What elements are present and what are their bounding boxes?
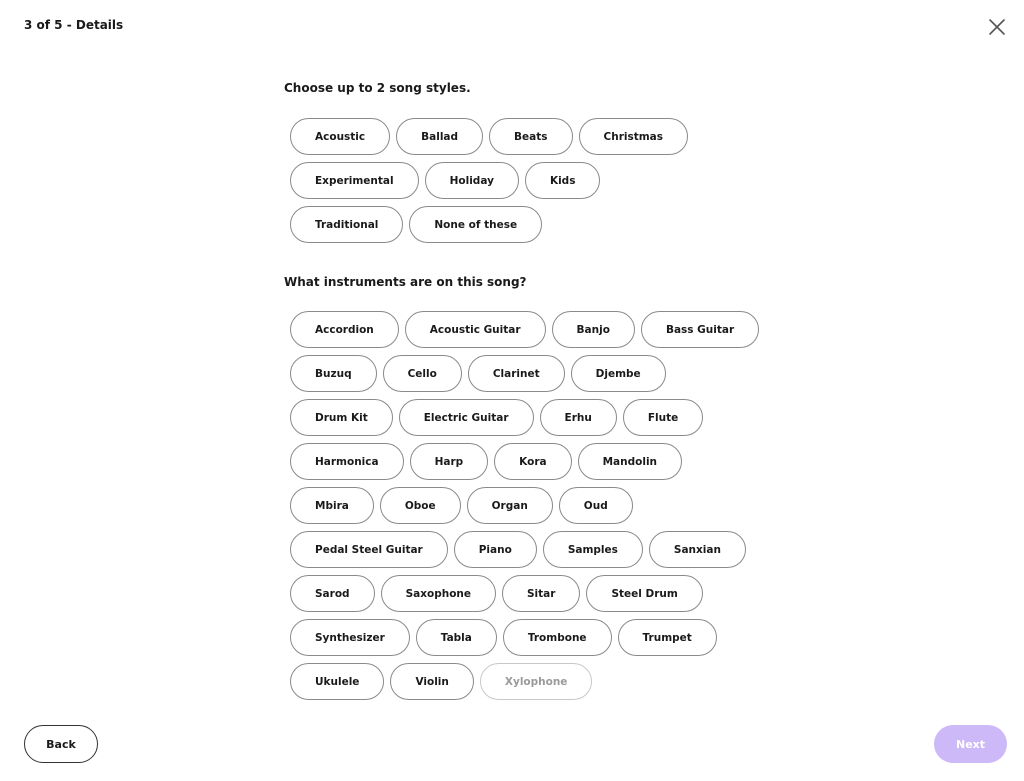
style-chip-holiday[interactable]: Holiday xyxy=(425,162,519,199)
instrument-chip-organ[interactable]: Organ xyxy=(467,487,553,524)
next-button[interactable]: Next xyxy=(934,725,1007,763)
instrument-options xyxy=(290,311,760,700)
back-button[interactable]: Back xyxy=(24,725,98,763)
instrument-chip-piano[interactable]: Piano xyxy=(454,531,537,568)
style-chip-ballad[interactable]: Ballad xyxy=(396,118,483,155)
instrument-chip-mbira[interactable]: Mbira xyxy=(290,487,374,524)
instrument-chip-kora[interactable]: Kora xyxy=(494,443,571,480)
style-chip-none-of-these[interactable]: None of these xyxy=(409,206,542,243)
style-chip-beats[interactable]: Beats xyxy=(489,118,572,155)
instrument-chip-mandolin[interactable]: Mandolin xyxy=(578,443,682,480)
instrument-chip-oboe[interactable]: Oboe xyxy=(380,487,461,524)
instrument-chip-drum-kit[interactable]: Drum Kit xyxy=(290,399,393,436)
instrument-chip-ukulele[interactable]: Ukulele xyxy=(290,663,384,700)
instrument-chip-trombone[interactable]: Trombone xyxy=(503,619,612,656)
styles-options xyxy=(290,118,710,243)
instruments-question: What instruments are on this song? xyxy=(284,275,527,289)
close-button[interactable] xyxy=(986,16,1008,38)
form-content xyxy=(284,80,764,700)
instrument-chip-harmonica[interactable]: Harmonica xyxy=(290,443,404,480)
instrument-chip-oud[interactable]: Oud xyxy=(559,487,633,524)
style-chip-experimental[interactable]: Experimental xyxy=(290,162,419,199)
instrument-chip-electric-guitar[interactable]: Electric Guitar xyxy=(399,399,534,436)
style-chip-kids[interactable]: Kids xyxy=(525,162,601,199)
instrument-chip-harp[interactable]: Harp xyxy=(410,443,489,480)
instrument-chip-acoustic-guitar[interactable]: Acoustic Guitar xyxy=(405,311,546,348)
instrument-chip-bass-guitar[interactable]: Bass Guitar xyxy=(641,311,759,348)
close-icon xyxy=(986,16,1008,38)
instrument-chip-djembe[interactable]: Djembe xyxy=(571,355,666,392)
instrument-chip-flute[interactable]: Flute xyxy=(623,399,703,436)
styles-question: Choose up to 2 song styles. xyxy=(284,81,471,95)
instrument-chip-cello[interactable]: Cello xyxy=(383,355,462,392)
instrument-chip-synthesizer[interactable]: Synthesizer xyxy=(290,619,410,656)
style-chip-acoustic[interactable]: Acoustic xyxy=(290,118,390,155)
instrument-chip-saxophone[interactable]: Saxophone xyxy=(381,575,496,612)
instrument-chip-accordion[interactable]: Accordion xyxy=(290,311,399,348)
step-indicator: 3 of 5 - Details xyxy=(24,18,124,32)
instrument-chip-trumpet[interactable]: Trumpet xyxy=(618,619,717,656)
style-chip-christmas[interactable]: Christmas xyxy=(579,118,689,155)
instrument-chip-erhu[interactable]: Erhu xyxy=(540,399,617,436)
instrument-chip-steel-drum[interactable]: Steel Drum xyxy=(586,575,702,612)
instrument-chip-clarinet[interactable]: Clarinet xyxy=(468,355,565,392)
instrument-chip-xylophone[interactable]: Xylophone xyxy=(480,663,593,700)
instrument-chip-sarod[interactable]: Sarod xyxy=(290,575,375,612)
instrument-chip-banjo[interactable]: Banjo xyxy=(552,311,635,348)
instrument-chip-buzuq[interactable]: Buzuq xyxy=(290,355,377,392)
instrument-chip-sitar[interactable]: Sitar xyxy=(502,575,580,612)
instrument-chip-samples[interactable]: Samples xyxy=(543,531,643,568)
instrument-chip-violin[interactable]: Violin xyxy=(390,663,473,700)
instrument-chip-tabla[interactable]: Tabla xyxy=(416,619,497,656)
instrument-chip-sanxian[interactable]: Sanxian xyxy=(649,531,746,568)
instrument-chip-pedal-steel-guitar[interactable]: Pedal Steel Guitar xyxy=(290,531,448,568)
style-chip-traditional[interactable]: Traditional xyxy=(290,206,403,243)
